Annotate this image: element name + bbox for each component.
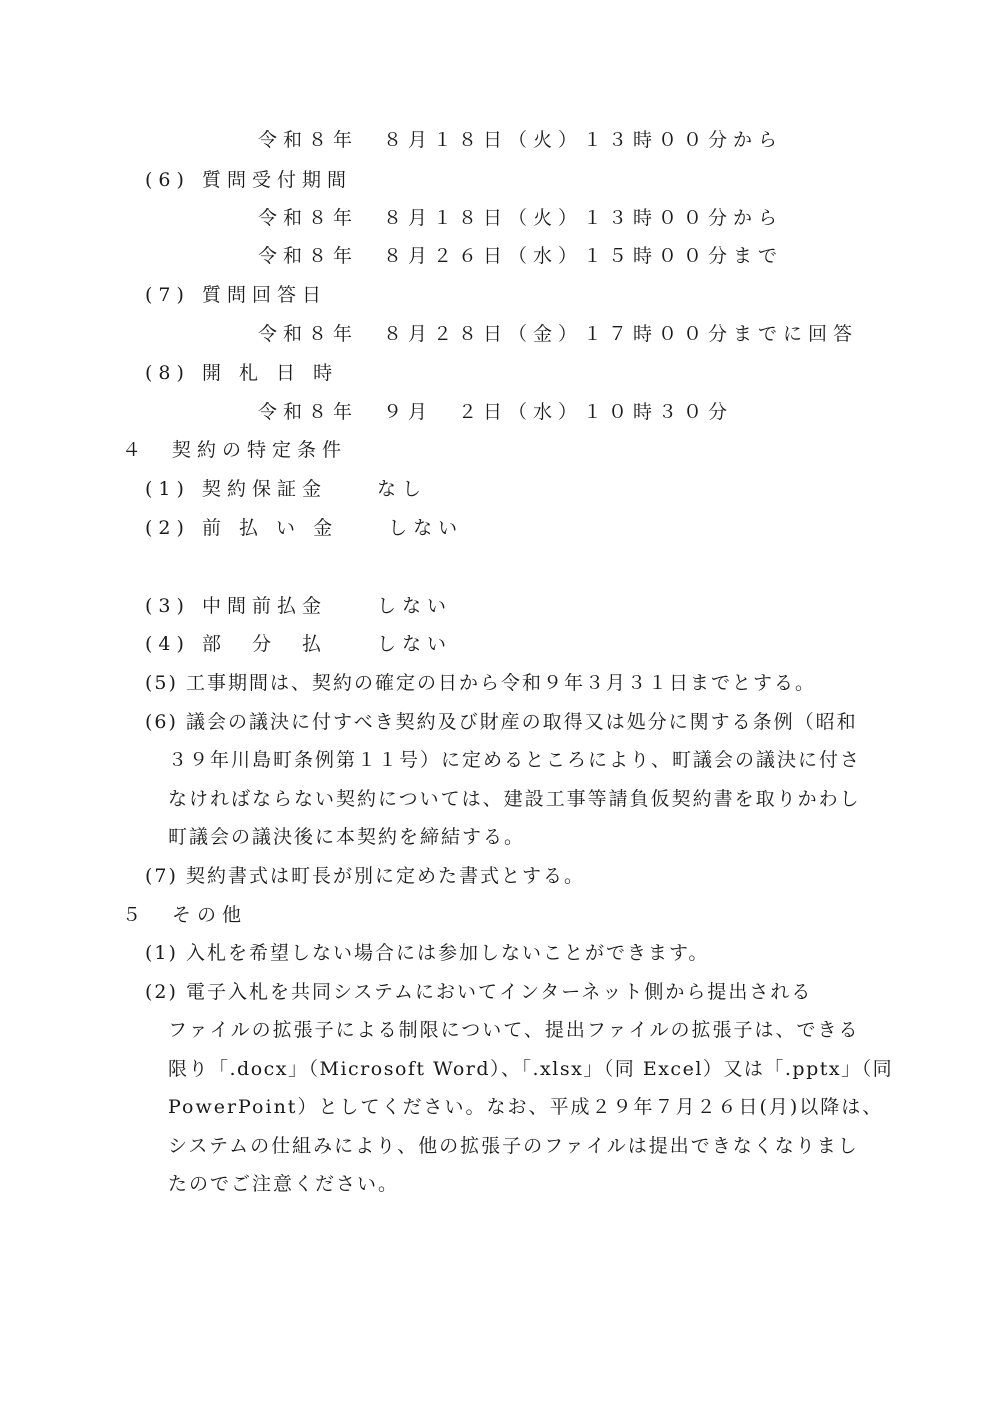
section5-item-cont: PowerPoint）としてください。なお、平成２９年７月２６日(月)以降は、: [168, 1096, 884, 1118]
opening-label: (8) 開 札 日 時: [145, 362, 339, 384]
section4-heading: ４ 契約の特定条件: [122, 439, 348, 461]
section4-item-cont: なければならない契約については、建設工事等請負仮契約書を取りかわし: [168, 788, 861, 810]
section5-item-cont: 限り「.docx」（Microsoft Word）、「.xlsx」（同 Excel）又は「.pptx」（同: [168, 1058, 894, 1080]
section4-item: (1) 契約保証金 なし: [145, 478, 427, 500]
question-period-label: (6) 質問受付期間: [145, 169, 352, 191]
section5-item-cont: ファイルの拡張子による制限について、提出ファイルの拡張子は、できる: [168, 1019, 860, 1041]
section4-item-cont: 町議会の議決後に本契約を締結する。: [168, 826, 526, 848]
question-answer-date: 令和８年 ８月２８日（金）１７時００分までに回答: [258, 323, 859, 345]
section4-item: (4) 部 分 払 しない: [145, 633, 452, 655]
section4-item-cont: ３９年川島町条例第１１号）に定めるところにより、町議会の議決に付さ: [168, 749, 862, 771]
question-period-to: 令和８年 ８月２６日（水）１５時００分まで: [258, 245, 784, 267]
section5-heading: ５ その他: [122, 904, 248, 926]
section4-item: (2) 前 払 い 金 しない: [145, 517, 464, 539]
section4-item: (3) 中間前払金 しない: [145, 595, 452, 617]
question-period-from: 令和８年 ８月１８日（火）１３時００分から: [258, 207, 784, 229]
opening-date: 令和８年 ９月 ２日（水）１０時３０分: [258, 401, 734, 423]
section4-item: (5) 工事期間は、契約の確定の日から令和９年３月３１日までとする。: [145, 672, 816, 694]
section4-item: (6) 議会の議決に付すべき契約及び財産の取得又は処分に関する条例（昭和: [145, 711, 858, 733]
schedule-line-start: 令和８年 ８月１８日（火）１３時００分から: [258, 129, 784, 151]
section5-item: (2) 電子入札を共同システムにおいてインターネット側から提出される: [145, 981, 813, 1003]
question-answer-label: (7) 質問回答日: [145, 284, 327, 306]
section5-item-cont: たのでご注意ください。: [168, 1173, 400, 1195]
section5-item: (1) 入札を希望しない場合には参加しないことができます。: [145, 942, 710, 964]
section5-item-cont: システムの仕組みにより、他の拡張子のファイルは提出できなくなりまし: [168, 1135, 859, 1157]
section4-item: (7) 契約書式は町長が別に定めた書式とする。: [145, 865, 585, 887]
